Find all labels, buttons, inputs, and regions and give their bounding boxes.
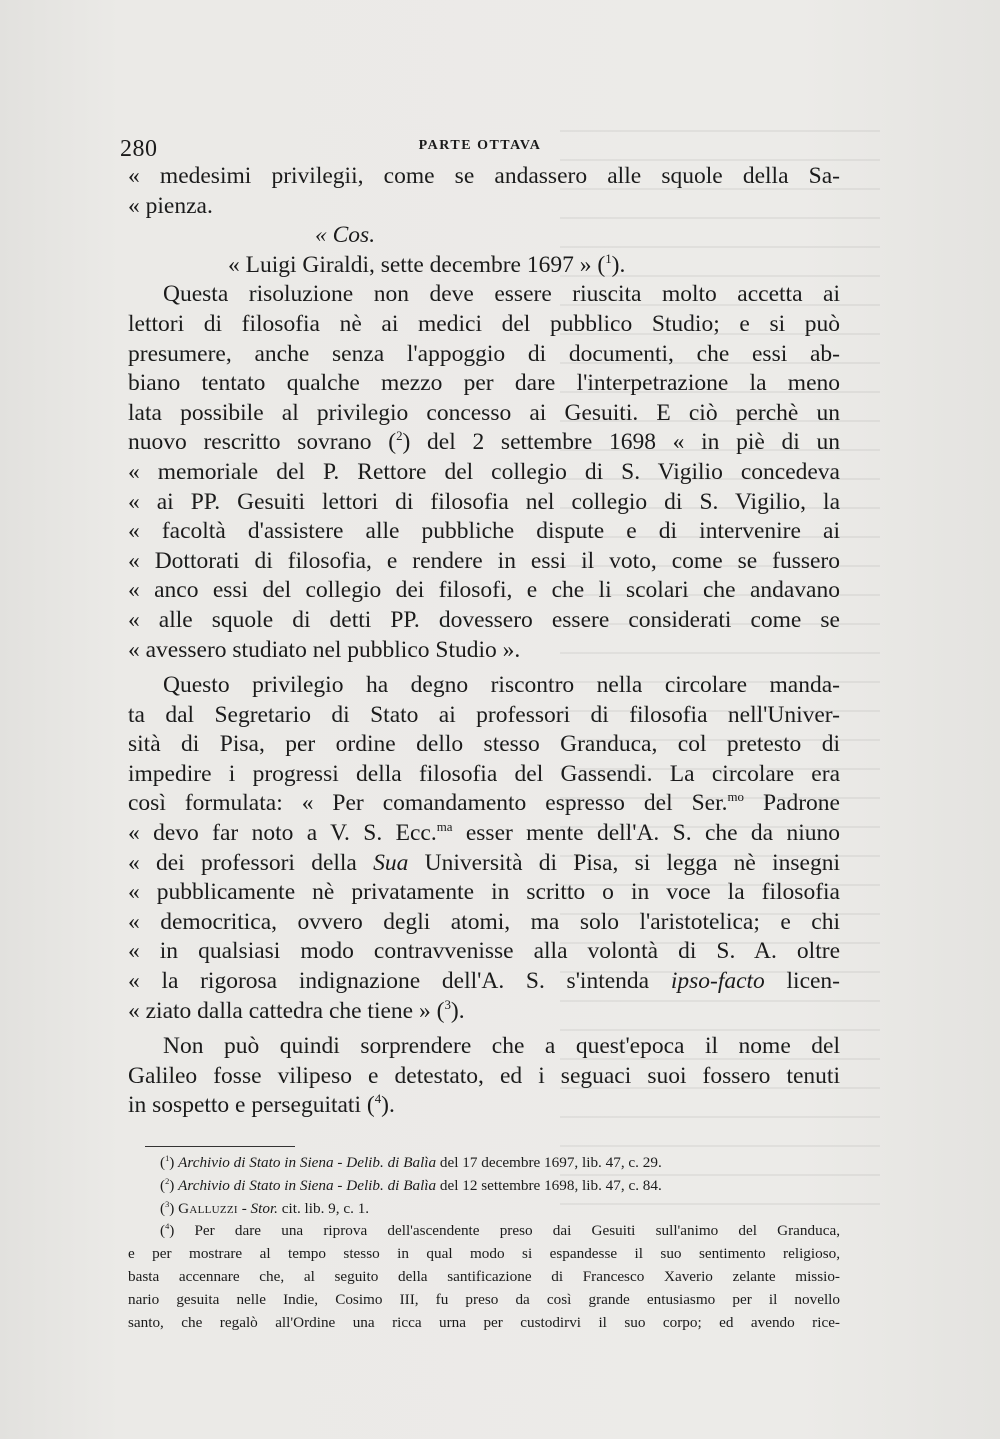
- footnote-1: ($^1$) Archivio di Stato in Siena - Delib. di Balìa del 17 decembre 1697, lib. 47, c. 29.: [160, 1153, 662, 1171]
- text-line: « dei professori della Sua Università di Pisa, si legga nè insegni: [128, 849, 840, 876]
- text-line: ta dal Segretario di Stato ai professori di filosofia nell'Univer-: [128, 701, 840, 728]
- signature-line: « Luigi Giraldi, sette decembre 1697 » ($^1$).: [228, 250, 626, 278]
- text-line: biano tentato qualche mezzo per dare l'interpetrazione la meno: [128, 370, 840, 397]
- text-line: « alle squole di detti PP. dovessero essere considerati come se: [128, 606, 840, 633]
- text-line: « medesimi privilegii, come se andassero alle squole della Sa-: [128, 163, 840, 189]
- footnote-ref: 1: [605, 250, 612, 266]
- text-line: Questo privilegio ha degno riscontro nella circolare manda-: [163, 672, 840, 699]
- text-line: Questa risoluzione non deve essere riuscita molto accetta ai: [163, 281, 840, 308]
- text-line: « memoriale del P. Rettore del collegio di S. Vigilio concedeva: [128, 458, 840, 485]
- text-line: « anco essi del collegio dei filosofi, e che li scolari che andavano: [128, 577, 840, 604]
- main-text: [128, 162, 840, 1121]
- footnotes: [128, 1152, 840, 1334]
- text-line: « facoltà d'assistere alle pubbliche dispute e di intervenire ai: [128, 518, 840, 545]
- footnote-ref: 3: [444, 996, 451, 1012]
- running-title: PARTE OTTAVA: [418, 138, 542, 153]
- text-line: Galileo fosse vilipeso e detestato, ed i seguaci suoi fossero tenuti: [128, 1062, 840, 1089]
- text-line: « la rigorosa indignazione dell'A. S. s'intenda ipso-facto licen-: [128, 968, 841, 995]
- text-line: impedire i progressi della filosofia del Gassendi. La circolare era: [128, 760, 840, 787]
- footnote-4-cont: e per mostrare al tempo stesso in qual modo si espandesse il suo sentimento religioso,: [128, 1245, 840, 1263]
- footnote-ref: 4: [374, 1091, 382, 1107]
- footnote-3: ($^3$) Galluzzi - Stor. cit. lib. 9, c. 1.: [160, 1199, 370, 1217]
- text-line: « Dottorati di filosofia, e rendere in essi il voto, come se fussero: [128, 547, 840, 574]
- text-line: nuovo rescritto sovrano ($^2$) del 2 settembre 1698 « in piè di un: [128, 428, 840, 456]
- footnote-4-cont: santo, che regalò all'Ordine una ricca urna per custodirvi il suo corpo; ed avendo rice-: [128, 1313, 840, 1331]
- footnote-4: ($^4$) Per dare una riprova dell'ascendente preso dai Gesuiti sull'animo del Granduca,: [160, 1222, 840, 1240]
- footnote-divider: [145, 1146, 295, 1147]
- text-line: Non può quindi sorprendere che a quest'epoca il nome del: [163, 1033, 840, 1060]
- footnote-ref: 2: [396, 428, 403, 444]
- signature-line: « Cos.: [315, 222, 376, 249]
- text-line: così formulata: « Per comandamento espresso del Ser.$^{mo}$ Padrone: [128, 789, 840, 817]
- footnote-2: ($^2$) Archivio di Stato in Siena - Delib. di Balìa del 12 settembre 1698, lib. 47, c. 84.: [160, 1176, 662, 1194]
- text-line: « pienza.: [128, 192, 213, 219]
- text-line: lata possibile al privilegio concesso ai Gesuiti. E ciò perchè un: [128, 399, 840, 426]
- text-line: lettori di filosofia nè ai medici del pubblico Studio; e si può: [128, 310, 840, 337]
- page-header: [120, 136, 840, 160]
- page-number: 280: [120, 136, 158, 162]
- text-line: sità di Pisa, per ordine dello stesso Granduca, col pretesto di: [128, 731, 840, 758]
- text-line: in sospetto e perseguitati ($^4$).: [128, 1091, 395, 1119]
- text-line: « ziato dalla cattedra che tiene » ($^3$).: [128, 996, 465, 1024]
- text-line: « ai PP. Gesuiti lettori di filosofia nel collegio di S. Vigilio, la: [128, 488, 840, 515]
- text-line: « devo far noto a V. S. Ecc.$^{ma}$ esser mente dell'A. S. che da niuno: [128, 819, 841, 847]
- text-line: presumere, anche senza l'appoggio di documenti, che essi ab-: [128, 340, 840, 367]
- footnote-4-cont: nario gesuita nelle Indie, Cosimo III, fu preso da così grande entusiasmo per il novello: [128, 1290, 840, 1308]
- text-line: « pubblicamente nè privatamente in scritto o in voce la filosofia: [128, 879, 840, 906]
- footnote-4-cont: basta accennare che, al seguito della santificazione di Francesco Xaverio zelante missio-: [128, 1267, 840, 1285]
- text-line: « democritica, ovvero degli atomi, ma solo l'aristotelica; e chi: [128, 908, 840, 935]
- text-line: « avessero studiato nel pubblico Studio ».: [128, 636, 521, 663]
- text-line: « in qualsiasi modo contravvenisse alla volontà di S. A. oltre: [128, 938, 840, 965]
